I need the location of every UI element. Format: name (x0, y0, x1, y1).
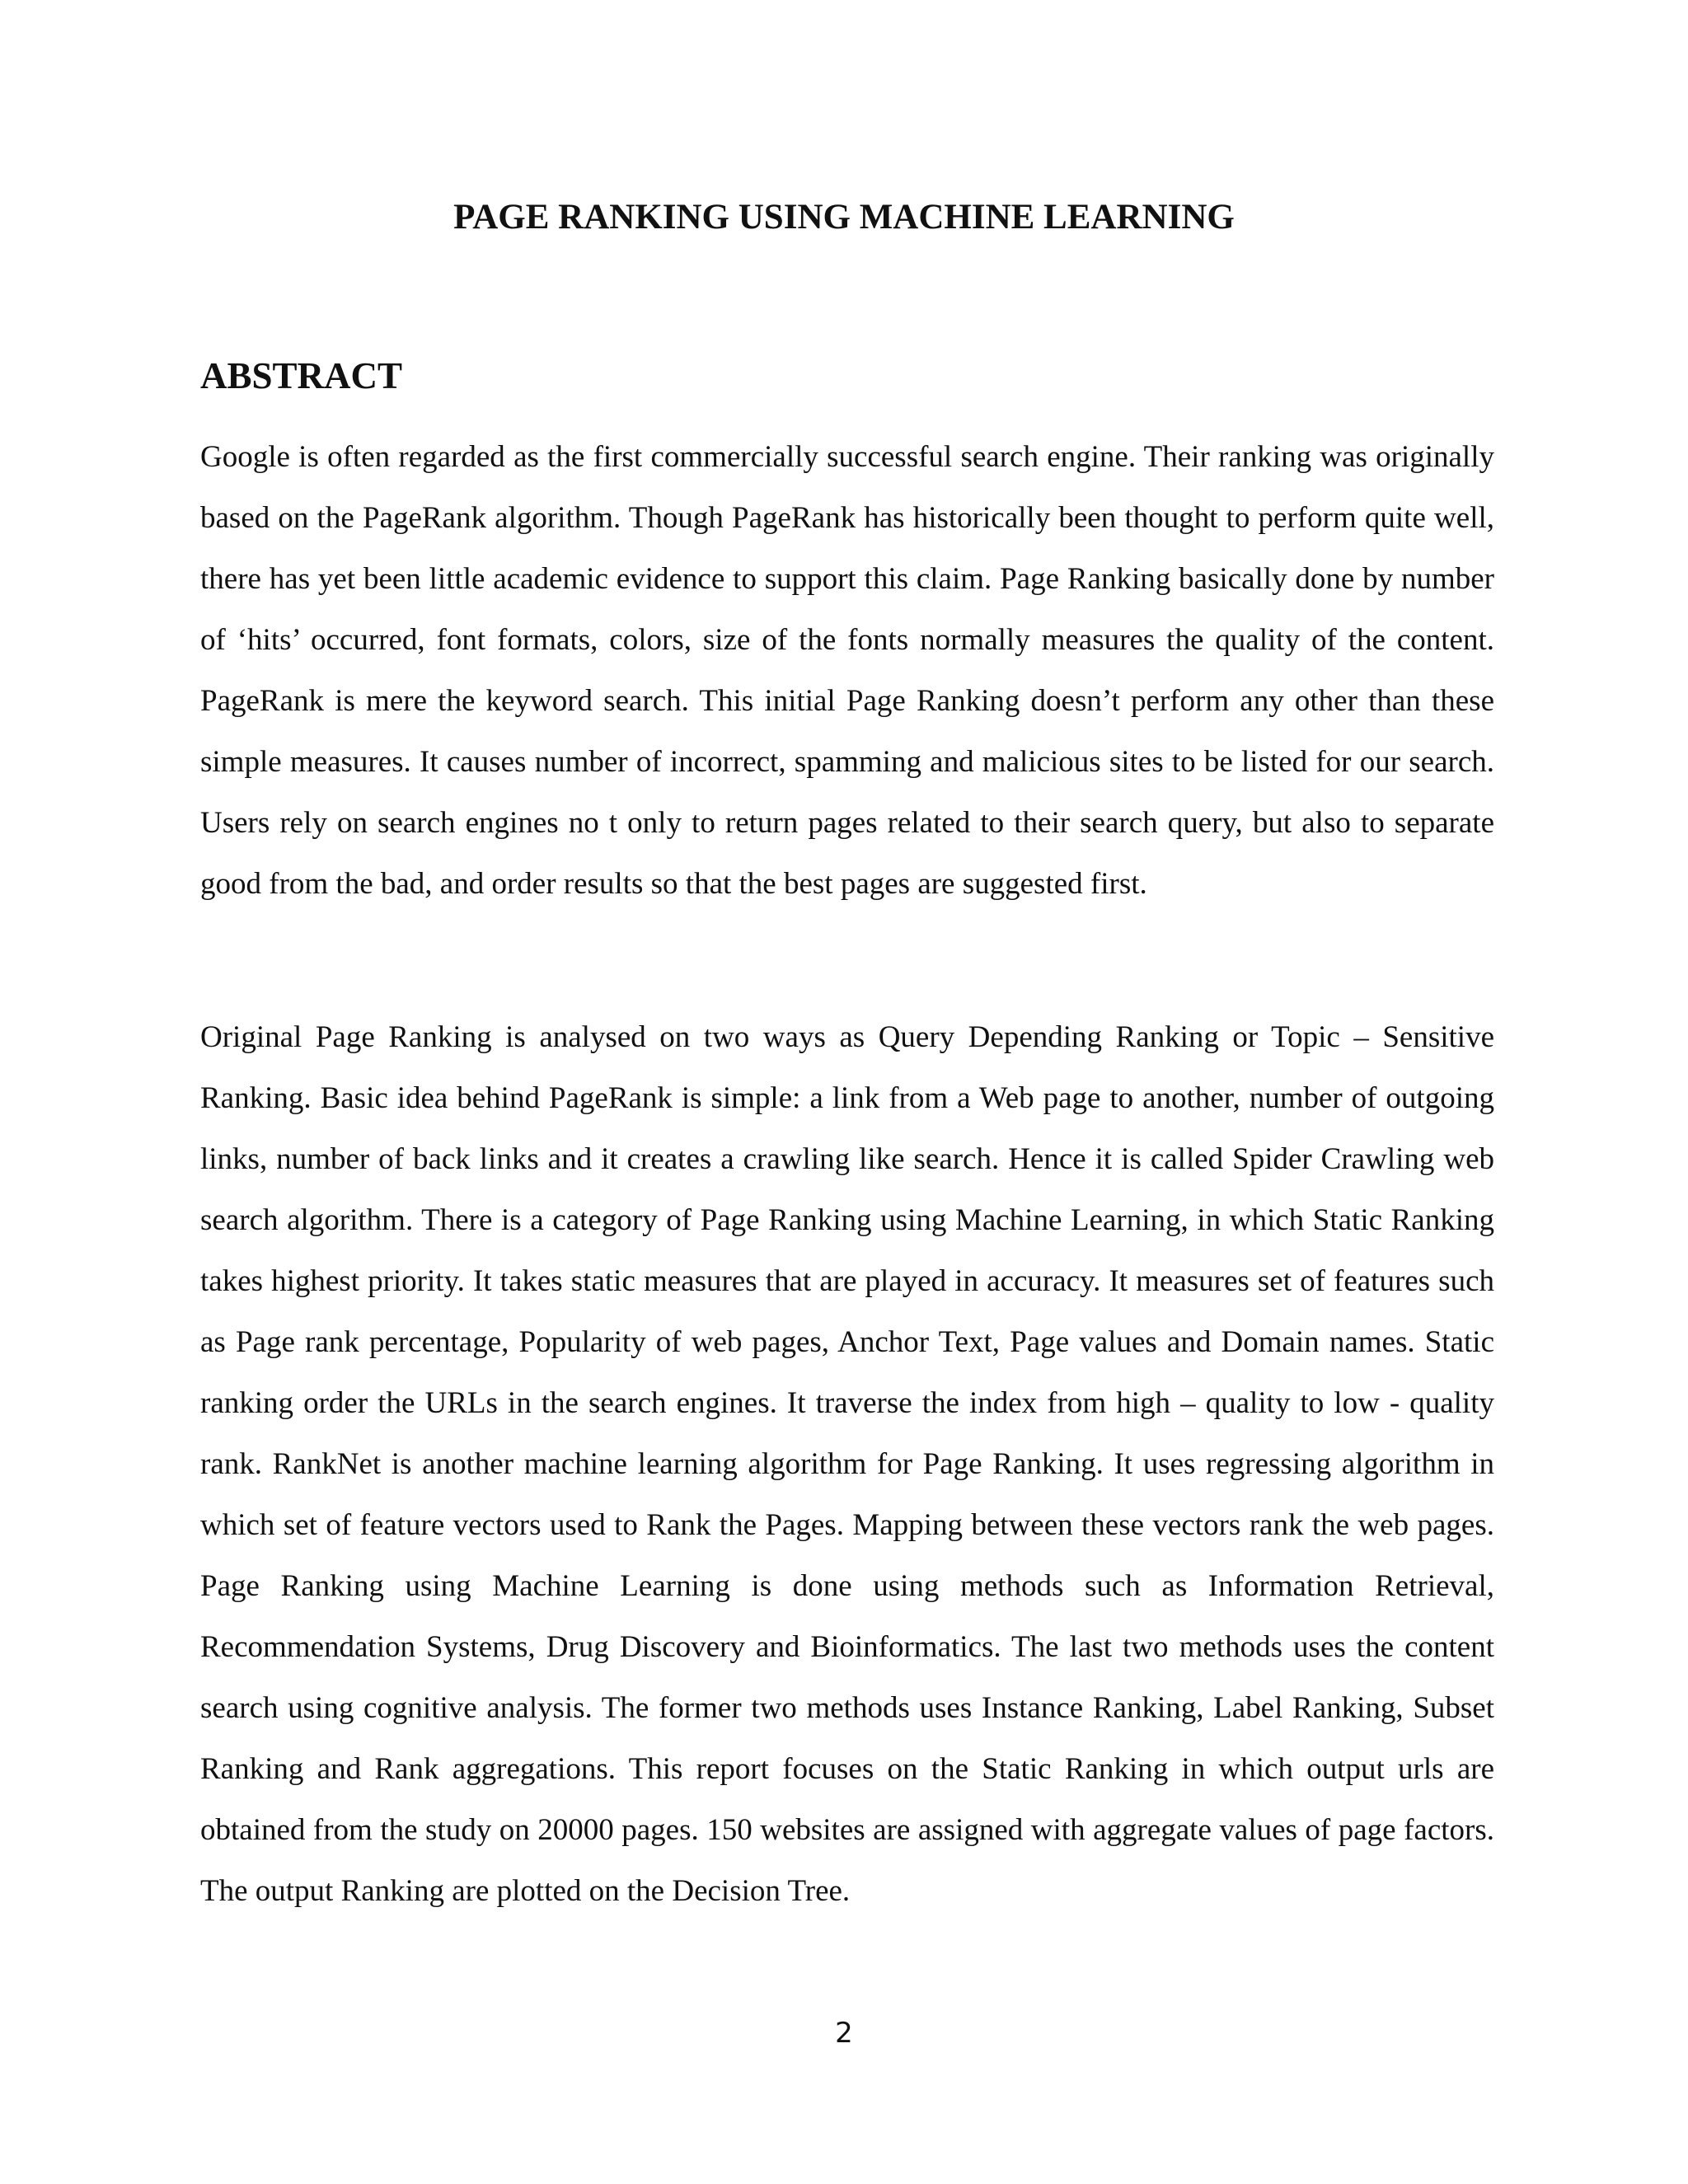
abstract-paragraph-1: Google is often regarded as the first commercially successful search engine. Their ranking was originally based on the PageRank algorithm. Though PageRank has historically been thought to perform quite well, there has yet been little academic evidence to support this claim. Page Ranking basically done by number of ‘hits’ occurred, font formats, colors, size of the fonts normally measures the quality of the content. PageRank is mere the keyword search. This initial Page Ranking doesn’t perform any other than these simple measures. It causes number of incorrect, spamming and malicious sites to be listed for our search. Users rely on search engines no t only to return pages related to their search query, but also to separate good from the bad, and order results so that the best pages are suggested first. (200, 440, 1494, 901)
document-title: PAGE RANKING USING MACHINE LEARNING (453, 198, 1235, 237)
page-number: 2 (835, 2017, 853, 2050)
abstract-heading: ABSTRACT (200, 355, 403, 396)
abstract-paragraph-2: Original Page Ranking is analysed on two ways as Query Depending Ranking or Topic – Sensitive Ranking. Basic idea behind PageRank is simple: a link from a Web page to another, number of outgoing links, number of back links and it creates a crawling like search. Hence it is called Spider Crawling web search algorithm. There is a category of Page Ranking using Machine Learning, in which Static Ranking takes highest priority. It takes static measures that are played in accuracy. It measures set of features such as Page rank percentage, Popularity of web pages, Anchor Text, Page values and Domain names. Static ranking order the URLs in the search engines. It traverse the index from high – quality to low - quality rank. RankNet is another machine learning algorithm for Page Ranking. It uses regressing algorithm in which set of feature vectors used to Rank the Pages. Mapping between these vectors rank the web pages. Page Ranking using Machine Learning is done using methods such as Information Retrieval, Recommendation Systems, Drug Discovery and Bioinformatics. The last two methods uses the content search using cognitive analysis. The former two methods uses Instance Ranking, Label Ranking, Subset Ranking and Rank aggregations. This report focuses on the Static Ranking in which output urls are obtained from the study on 20000 pages. 150 websites are assigned with aggregate values of page factors. The output Ranking are plotted on the Decision Tree. (200, 1020, 1494, 1908)
